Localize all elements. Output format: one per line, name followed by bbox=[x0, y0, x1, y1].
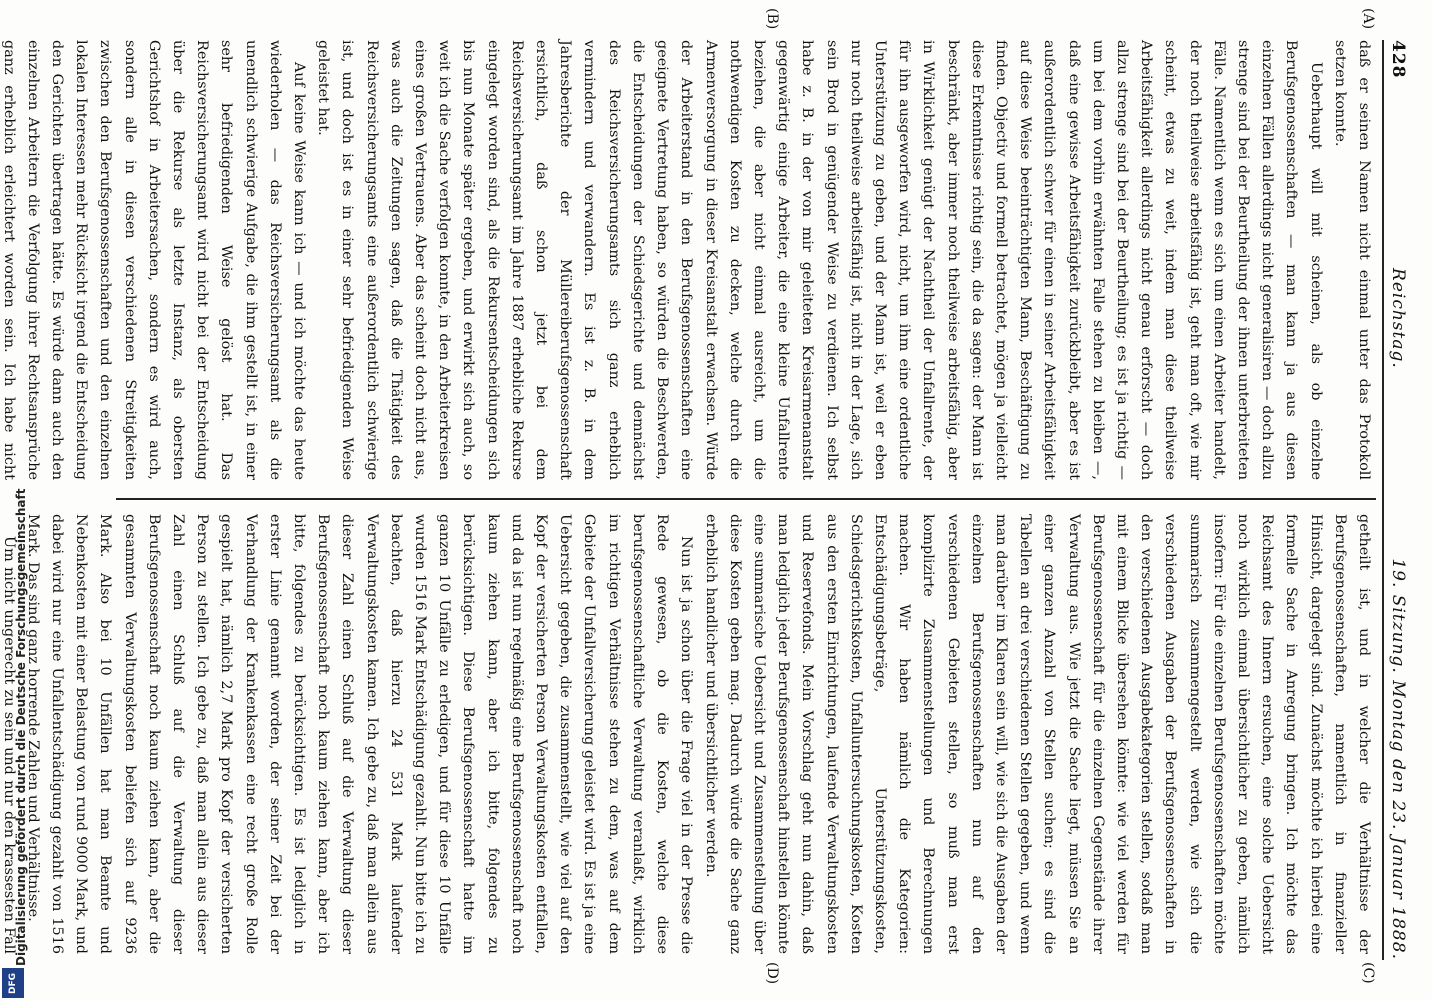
left-paragraph-1: daß er seinen Namen nicht einmal unter das Protokoll setzen konnte. bbox=[1331, 40, 1372, 480]
right-paragraph-2: Nun ist ja schon über die Frage viel in der Presse die Rede gewesen, ob die Kosten, welche diese berufsgenossenschaftliche Verwaltung veranlaßt, wirklich im richtigen Verhältnisse stehen zu dem, was auf dem Gebiete der Unfallversicherung geleistet wird. Es ist ja eine Uebersicht gegeben, die zusammenstellt, wie viel auf den Kopf der versicherten Person Verwaltungskosten entfallen, und da ist nun regelmäßig eine Berufsgenossenschaft noch kaum ziehen kann, aber ich bitte, folgendes zu berücksichtigen. Diese Berufsgenossenschaft hatte im ganzen 10 Unfälle zu erledigen, und für diese 10 Unfälle wurden 1516 Mark Entschädigung gezahlt. Nun bitte ich zu beachten, daß hierzu 24 531 Mark laufender Verwaltungskosten kamen. Ich gebe zu, daß man allein aus dieser Zahl einen Schluß auf die Verwaltung dieser Berufsgenossenschaft noch kaum ziehen kann, aber ich bitte, folgendes zu berücksichtigen. Es ist lediglich in erster Linie genannt worden, der seiner Zeit bei der Verhandlung der Krankenkassen eine recht große Rolle gespielt hat, nämlich 2,7 Mark pro Kopf der versicherten Person zu stellen. Ich gebe zu, daß man allein aus dieser Zahl einen Schluß auf die Verwaltung dieser Berufsgenossenschaft noch kaum ziehen kann, aber die gesammten Verwaltungskosten beliefen sich auf 9236 Mark. Also bei 10 Unfällen hat man Beamte und Nebenkosten mit einer Belastung von rund 9000 Mark, und dabei wird nur eine Unfallentschädigung gezahlt von 1516 Mark. Das sind ganz horrende Zahlen und Verhältnisse. bbox=[24, 514, 695, 954]
left-paragraph-3: Auf keine Weise kann ich — und ich möchte das heute wiederholen — das Reichsversicherungsamt als die unendlich schwierige Aufgabe, die ihm gestellt ist, in einer sehr befriedigenden Weise gelöst hat. Das Reichsversicherungsamt wird nicht bei der Entscheidung über die Rekurse als letzte Instanz, als obersten Gerichtshof in Arbeitersachen, sondern es wird auch, sondern alle in diesen verschiedenen Streitigkeiten zwischen den Berufsgenossenschaften und den einzelnen lokalen Interessen mehr Rücksicht irgend die Entscheidung den Gerichten übertragen hätte. Es würde dann auch den einzelnen Arbeitern die Verfolgung ihrer Rechtsansprüche ganz erheblich erleichtert worden sein. Ich habe nicht bbox=[0, 40, 308, 480]
margin-marker-b: (B) bbox=[764, 8, 780, 30]
header-session: 19. Sitzung. Montag den 23. Januar 1888. bbox=[1388, 558, 1408, 960]
margin-marker-c: (C) bbox=[1360, 962, 1376, 984]
left-paragraph-2: Ueberhaupt will mit scheinen, als ob einzelne Berufsgenossenschaften — man kann ja aus diesen einzelnen Fällen allerdings nicht generalisiren — doch allzu strenge sind bei der Beurtheilung der ihnen unterbreiteten Fälle. Namentlich wenn es sich um einen Arbeiter handelt, der noch theilweise arbeitsfähig ist, geht man oft, wie mir scheint, etwas zu weit, indem man diese theilweise Arbeitsfähigkeit allerdings nicht genau erforscht — doch allzu strenge sind bei der Beurtheilung; es ist ja richtig — um bei dem vorhin erwähnten Falle stehen zu bleiben —, daß eine gewisse Arbeitsfähigkeit zurückbleibt, aber es ist außerordentlich schwer für einen in seiner Arbeitsfähigkeit auf diese Weise beeinträchtigten Mann, Beschäftigung zu finden. Objectiv und formell betrachtet, mögen ja vielleicht diese Erkenntnisse richtig sein, die da sagen: der Mann ist beschränkt, aber immer noch theilweise arbeitsfähig, aber in Wirklichkeit genügt der Nachtheil der Unfallrente, der für ihn ausgeworfen wird, nicht, um ihm eine ordentliche Unterstützung zu geben, und der Mann ist, weil er eben nur noch theilweise arbeitsfähig ist, nicht in der Lage, sich sein Brod in genügender Weise zu verdienen. Ich selbst habe z. B. in der von mir geleiteten Kreisarmenanstalt gegenwärtig einige Arbeiter, die eine kleine Unfallrente beziehen, die aber nicht einmal ausreicht, um die nothwendigen Kosten zu decken, welche durch die Armenversorgung in dieser Kreisanstalt erwachsen. Würde der Arbeiterstand in den Berufsgenossenschaften eine geeignete Vertretung haben, so würden die Beschwerden, die Entscheidungen der Schiedsgerichte und demnächst des Reichsversicherungsamts sich ganz erheblich vermindern und verwandern. Es ist z. B. in dem Jahresberichte der Müllereiberufsgenossenschaft ersichtlich, daß schon jetzt bei dem Reichsversicherungsamt im Jahre 1887 erhebliche Rekurse eingelegt worden sind, als die Rekursentscheidungen sich bis nun Monate später ergeben, und erwirkt sich auch, so weit ich die Sache verfolgen konnte, in den Arbeiterkreisen eines großen Vertrauens. Aber das scheint doch nicht aus, was auch die Zeitungen sagen, daß die Thätigkeit des Reichsversicherungsamts eine außerordentlich schwierige ist, und doch ist es in einer sehr befriedigenden Weise geleistet hat. bbox=[315, 40, 1324, 480]
credit-text: Digitalisierung gefördert durch die Deutsche Forschungsgemeinschaft bbox=[14, 488, 28, 966]
credit-strip bbox=[0, 0, 60, 1000]
header-rule bbox=[1382, 40, 1384, 960]
page-number: 428 bbox=[1388, 40, 1408, 79]
left-column bbox=[0, 40, 1376, 480]
right-paragraph-3: Um nicht ungerecht zu sein und nur den krassesten Fall bbox=[0, 536, 17, 954]
column-rule bbox=[116, 498, 1376, 500]
page-header bbox=[1388, 40, 1414, 960]
right-paragraph-1: getheilt ist, und in welcher die Verhältnisse der Berufsgenossenschaften, namentlich in finanzieller Hinsicht, dargelegt sind. Zunächst möchte ich hierbei eine formelle Sache in Anregung bringen. Ich möchte das Reichsamt des Innern ersuchen, eine solche Uebersicht noch wirklich einmal übersichtlicher zu geben, nämlich insofern: Für die einzelnen Berufsgenossenschaften möchte summarisch zusammengestellt werden, wie sich die verschiedenen Ausgaben der Berufsgenossenschaften in den verschiedenen Ausgabekategorien stellen, sodaß man mit einem Blicke übersehen könnte: wie viel werden für Berufsgenossenschaft für die einzelnen Gegenstände ihrer Verwaltung aus. Wie jetzt die Sache liegt, müssen Sie an einer ganzen Anzahl von Stellen suchen; es sind die Tabellen an drei verschiedenen Stellen gegeben, und wenn man darüber im Klaren sein will, wie sich die Ausgaben der einzelnen Berufsgenossenschaften nun auf den verschiedenen Gebieten stellen, so muß man erst komplizirte Zusammenstellungen und Berechnungen machen. Wir haben nämlich die Kategorien: Entschädigungsbeträge, Unterstützungskosten, Schiedsgerichtskosten, Unfalluntersuchungskosten, Kosten aus den ersten Einrichtungen, laufende Verwaltungskosten und Reservefonds. Mein Vorschlag geht nun dahin, daß man lediglich jeder Berufsgenossenschaft hinstellen könnte eine summarische Uebersicht und Zusammenstellung über diese Kosten geben mag. Dadurch würde die Sache ganz erheblich handlicher und übersichtlicher werden. bbox=[702, 514, 1372, 954]
header-title: Reichstag. bbox=[1388, 268, 1408, 369]
margin-marker-d: (D) bbox=[764, 962, 780, 985]
dfg-logo-icon: DFG bbox=[2, 968, 24, 998]
margin-marker-a: (A) bbox=[1360, 8, 1376, 30]
